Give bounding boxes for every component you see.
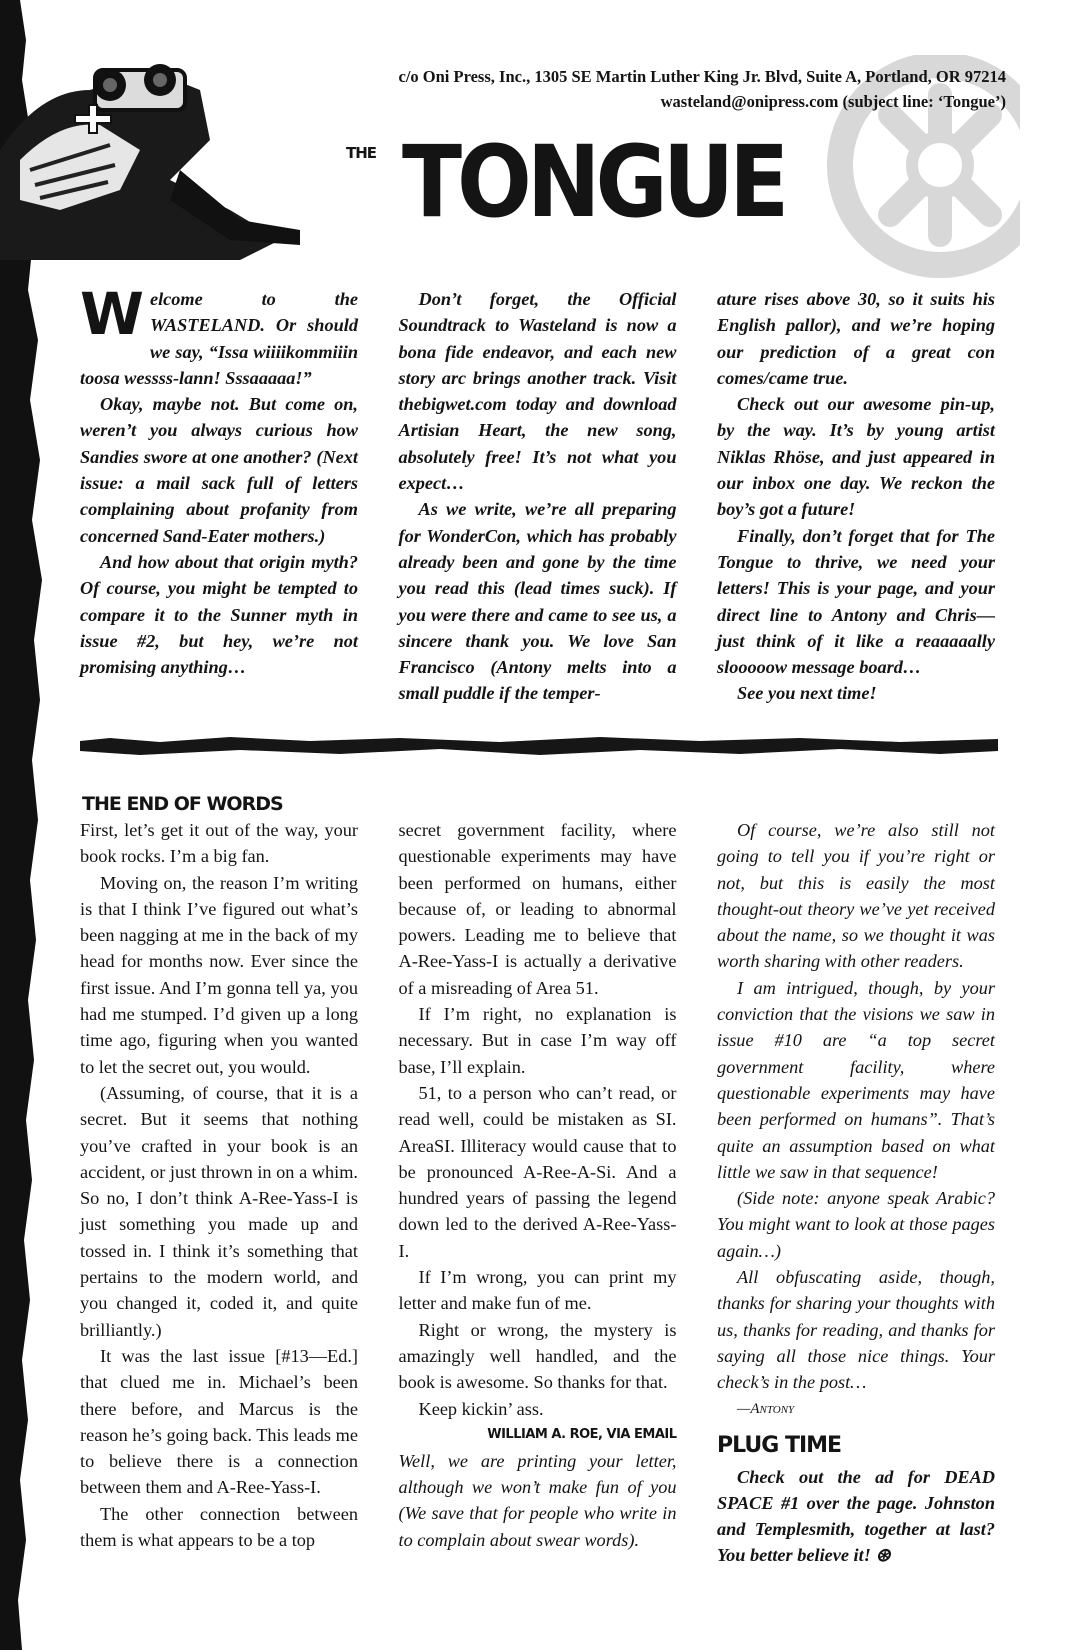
- editor-reply: All obfuscating aside, though, thanks for sharing your thoughts with us, thanks for reading, and thanks for saying all those nice things. Your check’s in the post…: [717, 1267, 995, 1393]
- mailing-address: [399, 64, 1007, 114]
- intro-paragraph: Check out our awesome pin-up, by the way. It’s by young artist Niklas Rhöse, and just appeared in our inbox one day. We reckon the boy’s got a future!: [717, 394, 995, 520]
- email-line: wasteland@onipress.com (subject line: ‘Tongue’): [660, 92, 1006, 111]
- intro-column-1: [80, 280, 358, 707]
- letter-paragraph: secret government facility, where questionable experiments may have been performed on humans, either because of, or leading to abnormal powers. Leading me to believe that A-Ree-Yass-I is actually a derivative of a misreading of Area 51.: [398, 820, 677, 998]
- letter-paragraph: If I’m wrong, you can print my letter and make fun of me.: [398, 1267, 677, 1314]
- intro-paragraph: See you next time!: [737, 683, 877, 704]
- letter-signature: WILLIAM A. ROE, VIA EMAIL: [487, 1426, 677, 1442]
- letter-paragraph: (Assuming, of course, that it is a secret. But it seems that nothing you’ve crafted in your book is an accident, or just thrown in on a whim. So no, I don’t think A-Ree-Yass-I is just something you made up and tossed in. I think it’s something that pertains to the modern world, and you changed it, coded it, and quite brilliantly.): [80, 1082, 358, 1340]
- editor-reply: (Side note: anyone speak Arabic? You might want to look at those pages again…): [717, 1188, 995, 1261]
- letter-column-2: [399, 817, 677, 1569]
- editor-reply: I am intrigued, though, by your conviction that the visions we saw in issue #10 are “a top secret government facility, where questionable experiments may have been performed on humans”. That’s quite an assumption based on what little we saw in that sequence!: [717, 977, 995, 1182]
- reply-signature: —Antony: [737, 1400, 795, 1417]
- letter-paragraph: If I’m right, no explanation is necessary. But in case I’m way off base, I’ll explain.: [398, 1004, 677, 1077]
- letters-section: [80, 817, 995, 1569]
- intro-column-3: [717, 286, 995, 707]
- intro-paragraph: ature rises above 30, so it suits his English pallor), and we’re hoping our prediction of a great con comes/came true.: [717, 289, 995, 388]
- plug-text: Check out the ad for DEAD SPACE #1 over the page. Johnston and Templesmith, together at last? You better believe it! ⊛: [717, 1466, 995, 1566]
- intro-paragraph: Okay, maybe not. But come on, weren’t you always curious how Sandies swore at one another? (Next issue: a mail sack full of letters complaining about profanity from concerned Sand-Eater mothers.): [80, 394, 358, 546]
- intro-paragraph: Welcome to the WASTELAND. Or should we say, “Issa wiiiikommiiin toosa wessss-lann! Sssaaaaa!”: [80, 280, 358, 388]
- letter-column-1: [80, 817, 358, 1569]
- intro-paragraph: Don’t forget, the Official Soundtrack to Wasteland is now a bona fide endeavor, and each new story arc brings another track. Visit thebigwet.com today and download Artisian Heart, the new song, absolutely free! It’s not what you expect…: [398, 289, 677, 494]
- letter-paragraph: Keep kickin’ ass.: [418, 1398, 544, 1419]
- end-mark-icon: ⊛: [875, 1545, 891, 1566]
- letter-paragraph: The other connection between them is what appears to be a top: [80, 1503, 358, 1551]
- brush-divider: [80, 735, 998, 757]
- soldier-binoculars-illustration: [0, 30, 300, 260]
- drop-cap: W: [80, 280, 144, 348]
- letter-paragraph: First, let’s get it out of the way, your book rocks. I’m a big fan.: [80, 820, 358, 867]
- letter-paragraph: Moving on, the reason I’m writing is that I think I’ve figured out what’s been nagging at me in the back of my head for months now. Ever since the first issue. And I’m gonna tell ya, you had me stumped. I’d given up a long time ago, figuring when you wanted to let the secret out, you would.: [80, 872, 358, 1077]
- letter-column-3: [717, 817, 995, 1569]
- intro-paragraph: Finally, don’t forget that for The Tongue to thrive, we need your letters! This is your page, and your direct line to Antony and Chris—just think of it like a reaaaaally slooooow message board…: [717, 525, 995, 678]
- letter-paragraph: 51, to a person who can’t read, or read well, could be mistaken as SI. AreaSI. Illiteracy would cause that to be pronounced A-Ree-A-Si. And a hundred years of passing the legend down led to the derived A-Ree-Yass-I.: [398, 1082, 677, 1261]
- editor-reply: Of course, we’re also still not going to tell you if you’re right or not, but this is easily the most thought-out theory we’ve yet received about the name, so we thought it was worth sharing with other readers.: [717, 820, 995, 972]
- masthead-the: THE: [346, 144, 377, 162]
- intro-paragraph: As we write, we’re all preparing for WonderCon, which has probably already been and gone by the time you read this (lead times suck). If you were there and came to see us, a sincere thank you. We love San Francisco (Antony melts into a small puddle if the temper-: [398, 499, 677, 704]
- intro-section: [80, 280, 995, 707]
- intro-paragraph: And how about that origin myth? Of course, you might be tempted to compare it to the Sunner myth in issue #2, but hey, we’re not promising anything…: [80, 551, 358, 678]
- letter-paragraph: It was the last issue [#13—Ed.] that clued me in. Michael’s been there before, and Marcus is the reason he’s going back. This leads me to believe there is a connection between them and A-Ree-Yass-I.: [80, 1345, 358, 1498]
- masthead-title: TONGUE: [402, 124, 785, 240]
- letter-heading: THE END OF WORDS: [82, 793, 283, 815]
- plug-heading: PLUG TIME: [717, 1432, 842, 1458]
- editor-reply: Well, we are printing your letter, although we won’t make fun of you (We save that for people who write in to complain about swear words).: [398, 1450, 677, 1550]
- intro-column-2: [399, 286, 677, 707]
- letter-paragraph: Right or wrong, the mystery is amazingly well handled, and the book is awesome. So thanks for that.: [398, 1319, 677, 1393]
- address-line: c/o Oni Press, Inc., 1305 SE Martin Luther King Jr. Blvd, Suite A, Portland, OR 97214: [398, 67, 1006, 86]
